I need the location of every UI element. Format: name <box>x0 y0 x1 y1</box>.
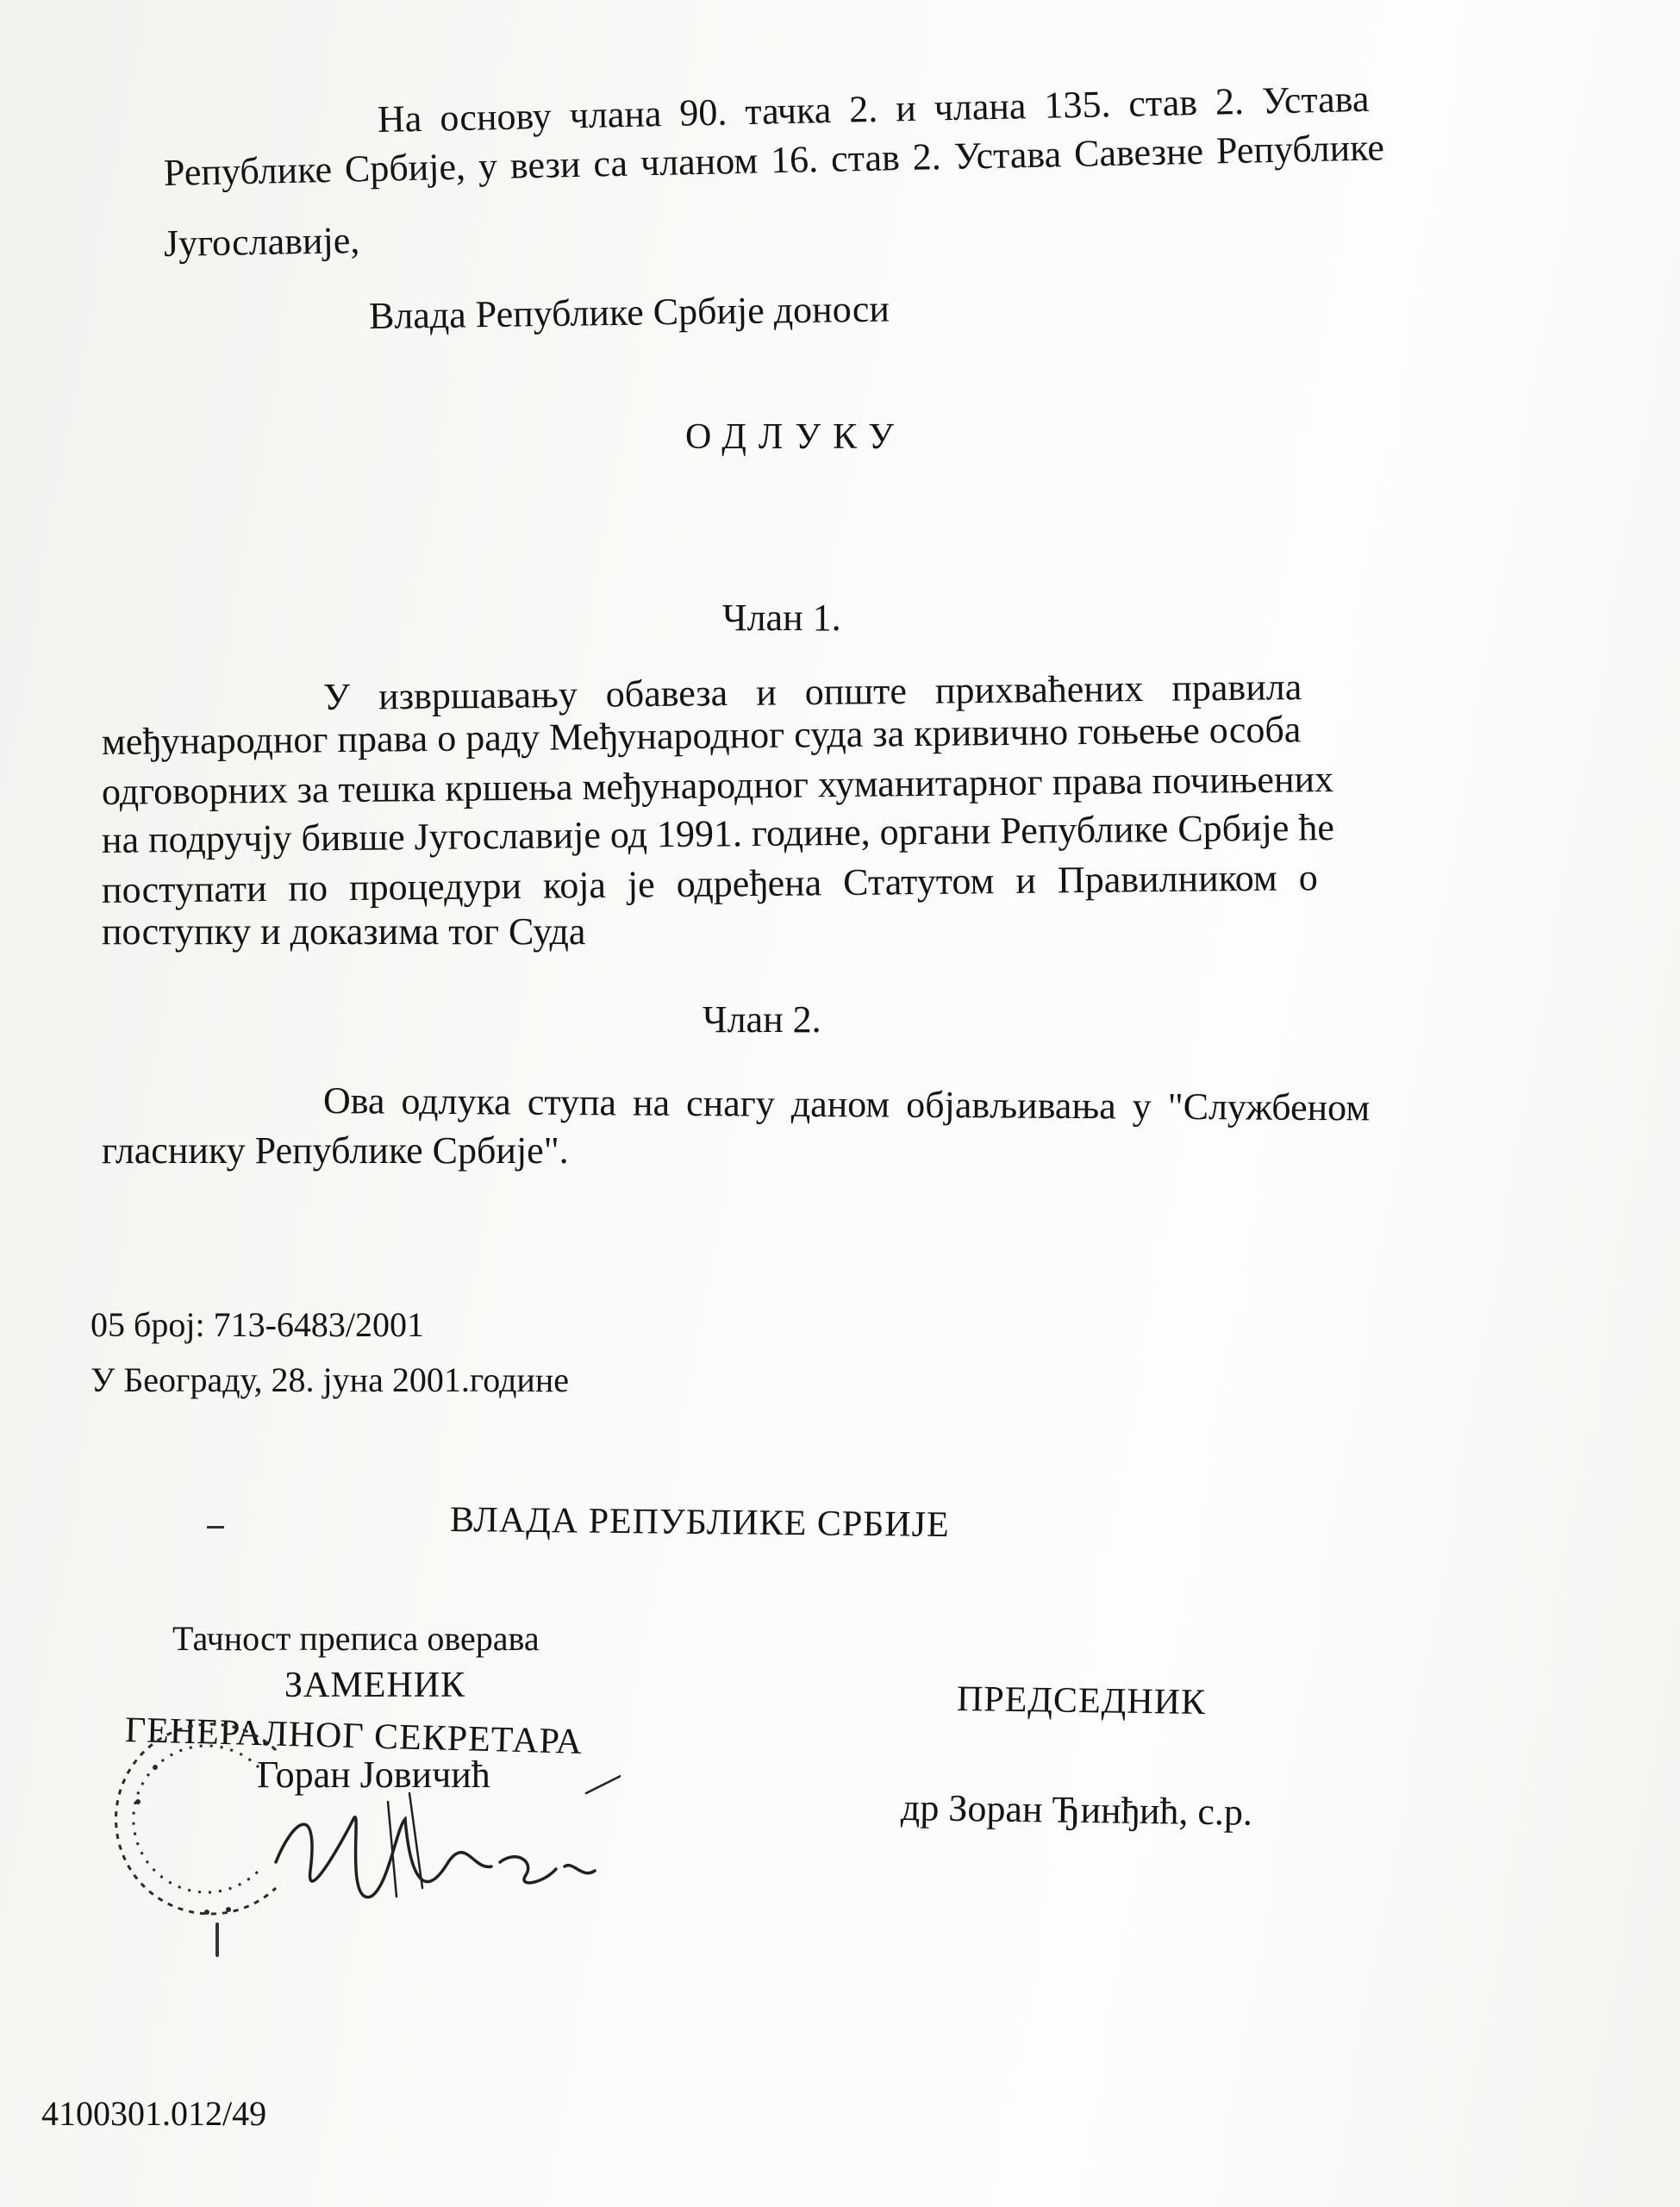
footer-code: 4100301.012/49 <box>41 2094 267 2133</box>
margin-mark-vertical <box>215 1923 219 1957</box>
article-2-heading: Члан 2. <box>703 998 821 1041</box>
article-1-line-3: одговорних за тешка кршења међународног хуманитарног права почињених <box>101 758 1334 813</box>
article-1-line-2: међународног права о раду Међународног суда за кривично гоњење особа <box>101 708 1302 763</box>
handwritten-signature <box>259 1767 621 1940</box>
certification-role-2: ГЕНЕРАЛНОГ СЕКРЕТАРА <box>124 1710 584 1762</box>
preamble-line-3: Југославије, <box>163 219 360 265</box>
reference-number: 05 број: 713-6483/2001 <box>91 1305 425 1344</box>
document-title: ОДЛУКУ <box>685 417 907 457</box>
article-1-heading: Члан 1. <box>722 597 841 639</box>
certification-role-1: ЗАМЕНИК <box>284 1666 466 1705</box>
article-1-line-6: поступку и доказима тог Суда <box>102 910 586 953</box>
article-2-line-1: Ова одлука ступа на снагу даном објављивања у "Службеном <box>322 1079 1371 1129</box>
article-1-line-5: поступати по процедури која је одређена Статутом и Правилником о <box>101 856 1318 911</box>
president-name: др Зоран Ђинђић, с.р. <box>900 1786 1253 1834</box>
preamble-line-1: На основу члана 90. тачка 2. и члана 135. став 2. Устава <box>377 77 1370 141</box>
article-1-line-1: У извршавању обавеза и опште прихваћених правила <box>322 666 1302 718</box>
president-role: ПРЕДСЕДНИК <box>956 1679 1207 1723</box>
reference-place-date: У Београду, 28. јуна 2001.године <box>91 1360 569 1399</box>
certification-note: Тачност преписа оверава <box>172 1619 540 1658</box>
article-1-line-4: на подручју бивше Југославије од 1991. године, органи Републике Србије ће <box>101 806 1335 861</box>
government-name: ВЛАДА РЕПУБЛИКЕ СРБИЈЕ <box>449 1500 950 1546</box>
preamble-line-2: Републике Србије, у вези са чланом 16. став 2. Устава Савезне Републике <box>163 126 1385 194</box>
certification-name: Горан Јовичић <box>257 1754 490 1796</box>
margin-mark <box>207 1526 224 1529</box>
adopting-statement: Влада Републике Србије доноси <box>368 287 890 337</box>
article-2-line-2: гласнику Републике Србије". <box>102 1129 569 1172</box>
